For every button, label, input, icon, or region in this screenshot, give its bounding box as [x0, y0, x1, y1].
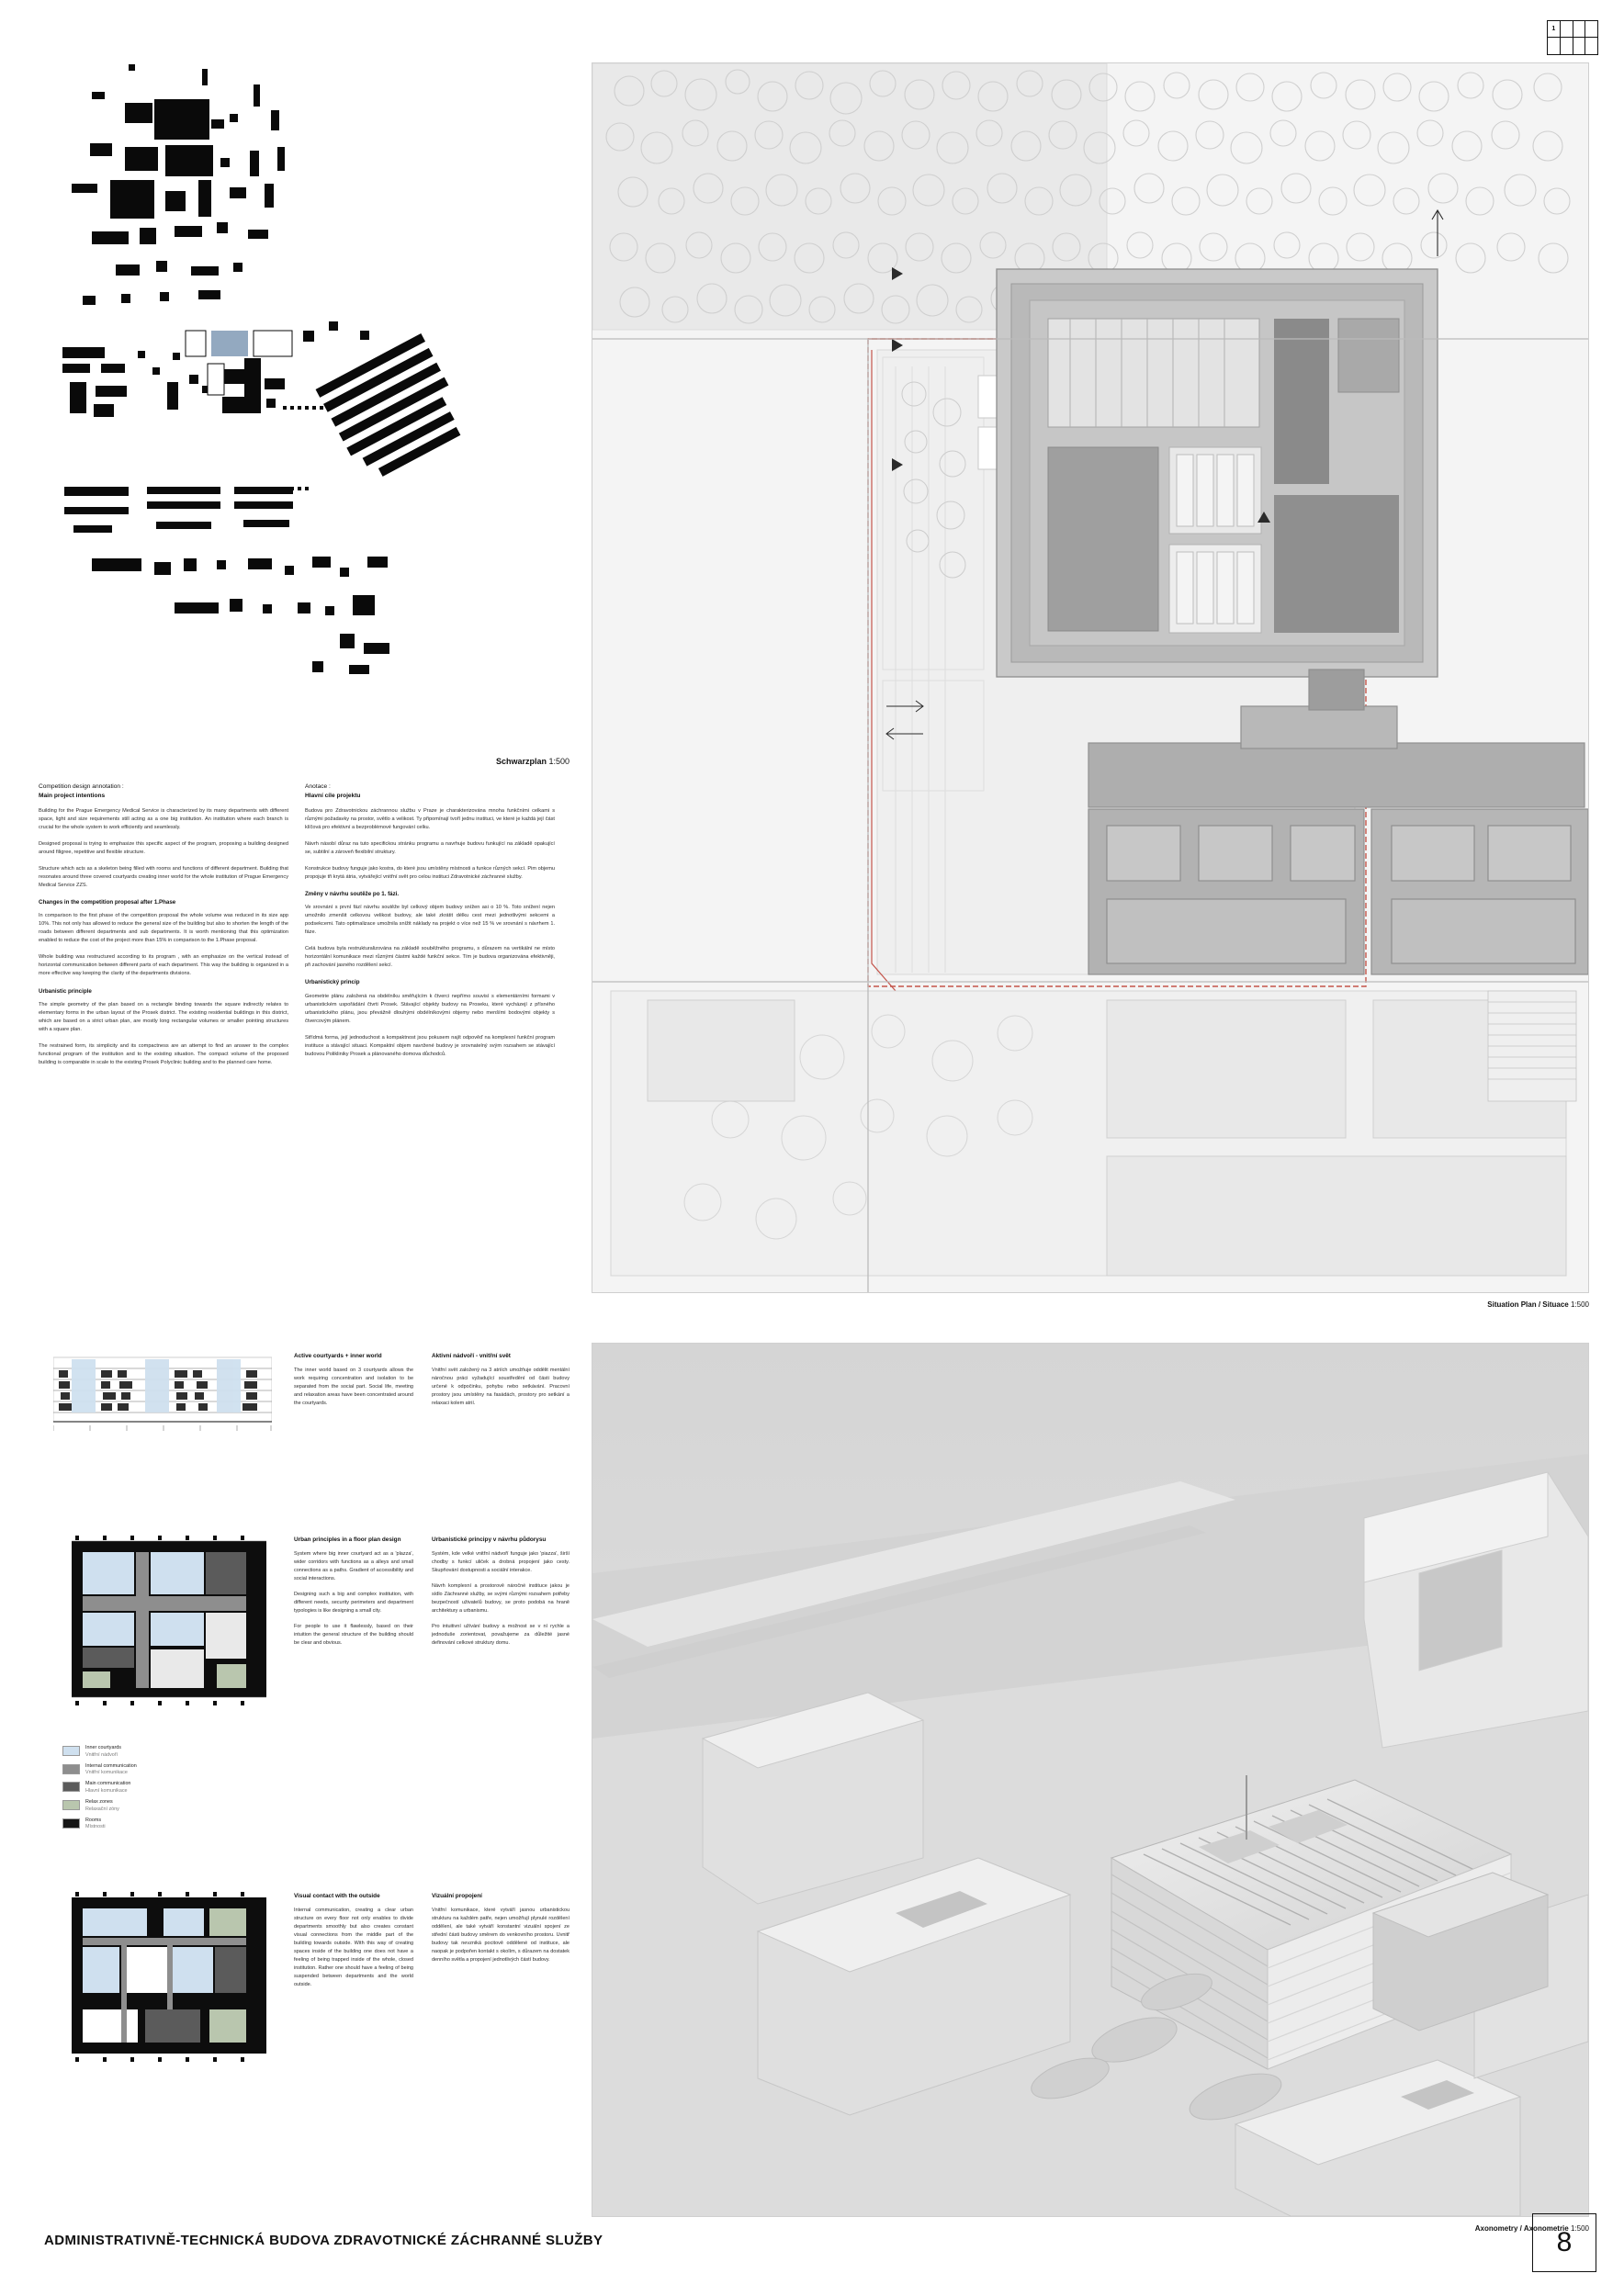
annotation-cz-changes-p2: Celá budova byla restrukturalizována na základě souběžného programu, s důrazem na vertikální ne místo horizontální komunikace mezi různými částmi každé funkční sekce. Tím je budova organizována efektivněji, při zachování jasného rozdělení sekcí. — [305, 946, 555, 969]
axonometry-caption-scale: 1:500 — [1570, 2224, 1589, 2233]
annotation-cz-changes-p1: Ve srovnání s první fází návrhu soutěže byl celkový objem budovy snížen asi o 10 %. Toto snížení nejen umožnilo zmenšit celkovou velikost budovy, ale také zkrátit délku cest mezi jednotlivými sekcemi a podsekcemi. Tato optimalizace umožnila snížit náklady na projekt o více než 15 % ve srovnání s návrhem 1. fáze. — [305, 905, 555, 936]
diagram-1-heading-en: Active courtyards + inner world — [294, 1353, 382, 1359]
diagram-1-text-en — [294, 1352, 413, 1415]
situation-caption-scale: 1:500 — [1570, 1300, 1589, 1309]
plan-legend — [62, 1745, 255, 1835]
legend-text — [85, 1763, 137, 1778]
annotation-cz-heading-1: Anotace : — [305, 783, 331, 790]
annotation-cz-changes-heading: Změny v návrhu soutěže po 1. fázi. — [305, 891, 400, 898]
diagram-3-text-cz — [432, 1892, 570, 1972]
annotation-cz-urban-heading: Urbanistický princip — [305, 979, 360, 986]
legend-item — [62, 1799, 255, 1814]
annotation-en-heading-2: Main project intentions — [39, 792, 106, 799]
annotation-text-block — [39, 782, 571, 1297]
sheet-index — [1547, 20, 1598, 55]
annotation-column-cz — [305, 782, 555, 1297]
diagram-2-body-en-1: System where big inner courtyard act as a 'plazza', wider corridors with functions as a alleys and small connections as a paths. Gradient of accessibility and social interactions. — [294, 1551, 413, 1582]
legend-item — [62, 1763, 255, 1778]
legend-item — [62, 1781, 255, 1795]
schwarzplan-caption-scale: 1:500 — [548, 757, 570, 766]
situation-plan — [592, 62, 1589, 1293]
sheet-index-cell — [1561, 38, 1573, 54]
legend-swatch-main-communication — [62, 1782, 80, 1792]
sheet-index-cell — [1561, 21, 1573, 38]
annotation-cz-urban-p1: Geometrie plánu založená na obdélníku směřujícím k čtverci nepřímo souvisí s elementárními formami v urbanistickém uspořádání čtvrti Prosek. Stávající objekty budovy na Proseku, které vycházejí z přísného urbanistického plánu, jsou převážně dlouhými obdélníkovými objemy nebo menšími bodovými objekty s čtvercovým plánem. — [305, 993, 555, 1024]
diagram-2-body-cz-3: Pro intuitivní užívání budovy a možnost se v ní rychle a jednoduše zorientovat, považujeme za důležité jasné definování celkové struktury domu. — [432, 1623, 570, 1646]
annotation-en-p1: Building for the Prague Emergency Medical Service is characterized by its many departments with different space, light and size requirements still acting as a one big institution. An institution where each branch is crucial for the whole system to work efficiently and seamlessly. — [39, 807, 288, 830]
sheet-index-cell — [1548, 38, 1561, 54]
footer-project-title: ADMINISTRATIVNĚ-TECHNICKÁ BUDOVA ZDRAVOTNICKÉ ZÁCHRANNÉ SLUŽBY — [44, 2233, 603, 2248]
sheet-index-cell — [1585, 21, 1597, 38]
diagram-2-text-cz — [432, 1536, 570, 1654]
annotation-cz-p3: Konstrukce budovy funguje jako kostra, do které jsou umístěny místnosti a funkce různých sekcí. Pim objemu propojuje tři krytá átria, vytvářející vnitřní svět pro celou instituci Zdravotnické záchranné služby. — [305, 866, 555, 881]
legend-sub-0: Vnitřní nádvoří — [85, 1751, 118, 1758]
legend-swatch-inner-courtyards — [62, 1746, 80, 1756]
annotation-en-changes-heading: Changes in the competition proposal after 1.Phase — [39, 899, 176, 906]
legend-sub-2: Hlavní komunikace — [85, 1788, 128, 1795]
legend-label-1: Internal communication — [85, 1762, 137, 1769]
diagram-2-body-cz-2: Návrh komplexní a prostorově náročné instituce jakou je sídlo Záchranné služby, se svými různými rozsahem potřeby bezpečností uživatelů budovy, se proto podobá na hraně architektury a urbanismu. — [432, 1583, 570, 1614]
legend-label-0: Inner courtyards — [85, 1745, 121, 1750]
page-number: 8 — [1556, 2227, 1573, 2257]
diagram-3-body-en: Internal communication, creating a clear urban structure on every floor not only enables to divide departments smoothly but also creates constant visual connections from the middle part of the building towards outside. With this way of creating spaces inside of the building one does not have a feeling of being trapped inside of the whole, closed institution. Rather one should have a feeling of being suspended between departments and the world outside. — [294, 1908, 413, 1987]
page-number-box — [1532, 2213, 1596, 2272]
diagram-3-heading-cz: Vizuální propojení — [432, 1893, 482, 1899]
diagram-2-text-en — [294, 1536, 413, 1654]
diagram-2-body-cz-1: Systém, kde velké vnitřní nádvoří funguje jako 'piazza', širší chodby s funkcí uliček a drobná propojení jako cesty. Skupňování dostupnosti a sociální interakce. — [432, 1551, 570, 1574]
annotation-cz-heading — [305, 782, 555, 801]
diagram-3-heading-en: Visual contact with the outside — [294, 1893, 380, 1899]
legend-label-3: Relax zones — [85, 1798, 113, 1805]
annotation-en-urban-heading: Urbanistic principle — [39, 987, 92, 995]
schwarzplan-caption-title: Schwarzplan — [495, 757, 547, 766]
annotation-cz-p2: Návrh násobí důraz na tuto specifickou stránku programu a navrhuje budovu funkující na základě opakující se, subtilní a zároveň flexibilní struktury. — [305, 840, 555, 855]
diagram-2-heading-cz: Urbanistické principy v návrhu půdorysu — [432, 1536, 547, 1543]
legend-text — [85, 1818, 106, 1832]
sheet-index-cell-active: 1 — [1548, 21, 1561, 38]
sheet-index-cell — [1573, 21, 1586, 38]
diagram-3-text-en — [294, 1892, 413, 1996]
annotation-en-urban-p2: The restrained form, its simplicity and its compactness are an attempt to find an answer to the complex functional program of the institution and to the existing situation. The compact volume of the proposed building is comparable in scale to the existing Prosek Polyclinic building and to the planned care home. — [39, 1042, 288, 1065]
diagram-1-body-cz: Vnitřní svět založený na 3 atriích umožňuje oddělit mentální náročnou práci vyžadující soustředění od části budovy určené k odpočinku, pohybu nebo setkávání. Pracovní prostory jsou umístěny na fasádách, prostory pro setkání a relaxaci kolem atrií. — [432, 1367, 570, 1406]
legend-text — [85, 1799, 119, 1814]
legend-item — [62, 1818, 255, 1832]
floor-plan-diagram-2 — [62, 1892, 274, 2063]
diagram-1-heading-cz: Aktivní nádvoří - vnitřní svět — [432, 1353, 511, 1359]
annotation-en-changes-p1: In comparison to the first phase of the competition proposal the whole volume was reduced in its size app 10%. This not only has allowed to reduce the general size of the building but also to shorten the length of the roads between different departments and sub departments. It is worth mentioning that this optimization enabled to reduce the cost of the project more than 15% in comparison to the 1.Phase proposal. — [39, 913, 288, 944]
annotation-cz-urban-p2: Střídmá forma, její jednoduchost a kompaktnost jsou pokusem najít odpověď na komplexní funkční program instituce a stávající situaci. Kompaktní objem navržené budovy je srovnatelný svým rozsahem se stávající budovou Polikliniky Prosek a plánovaného domova důchodců. — [305, 1034, 555, 1057]
legend-label-4: Rooms — [85, 1817, 102, 1823]
section-diagram — [53, 1352, 272, 1436]
schwarzplan-caption — [37, 757, 570, 766]
annotation-en-p2: Designed proposal is trying to emphasize this specific aspect of the program, proposing a building designed around filigree, repetitive and flexible structure. — [39, 840, 288, 855]
schwarzplan-figure-ground — [37, 55, 570, 753]
sheet-index-cell — [1573, 38, 1586, 54]
annotation-en-heading-1: Competition design annotation : — [39, 783, 124, 790]
legend-sub-3: Relaxační zóny — [85, 1806, 119, 1812]
axonometry-caption-title: Axonometry / Axonometrie — [1474, 2224, 1569, 2233]
diagram-2-body-en-3: For people to use it flawlessly, based on their intuition the general structure of the building should be clear and obvious. — [294, 1623, 413, 1646]
annotation-column-en — [39, 782, 288, 1297]
diagram-2-heading-en: Urban principles in a floor plan design — [294, 1536, 401, 1543]
annotation-en-p3: Structure which acts as a skeleton being filled with rooms and functions of different department. Building that resonates around three covered courtyards creating inner world for the whole institution of Prague Emergency Medical Service ZZS. — [39, 866, 288, 889]
legend-sub-1: Vnitřní komunikace — [85, 1770, 128, 1776]
annotation-en-heading — [39, 782, 288, 801]
sheet-index-cell — [1585, 38, 1597, 54]
diagram-3-body-cz: Vnitřní komunikace, které vytváří jasnou urbanistickou strukturu na každém patře, nejen umožňují plynulé rozdělení oddělení, ale také vytváří konstantní vizuální spojení ze střední části budovy směrem do venkovního prostoru. Uvnitř budovy tak nevzniká pocitově oddělené od instituce, ale naopak je podpořen kontakt s okolím, s důrazem na dostatek denního světla a propojení jednotlivých částí budovy. — [432, 1908, 570, 1963]
situation-caption-title: Situation Plan / Situace — [1487, 1300, 1569, 1309]
annotation-cz-p1: Budova pro Zdravotnickou záchrannou službu v Praze je charakterizována mnoha funkčními celkami s různými požadavky na prostor, světlo a velikost. Ty připomínají tvoří jednu instituci, ve které je každá její část klíčová pro efektivní a bezproblémové fungování celku. — [305, 807, 555, 830]
legend-sub-4: Místnosti — [85, 1824, 106, 1830]
legend-label-2: Main communication — [85, 1781, 131, 1787]
situation-caption — [1487, 1300, 1589, 1309]
annotation-en-urban-p1: The simple geometry of the plan based on a rectangle binding towards the square indirectly relates to elementary forms in the urban layout of the Prosek district. The existing residential buildings in this district, which are based on a strict urban plan, are mostly long rectangular volumes or smaller pointing structures with a square plan. — [39, 1001, 288, 1032]
axonometry-render — [592, 1343, 1589, 2217]
diagram-1-body-en: The inner world based on 3 courtyards allows the work requiring concentration and isolation to be separated from the social part. Social life, meeting and relaxation areas have been concentrated around the courtyards. — [294, 1367, 413, 1406]
legend-text — [85, 1781, 130, 1795]
legend-swatch-rooms — [62, 1818, 80, 1829]
legend-swatch-relax-zones — [62, 1800, 80, 1810]
floor-plan-diagram-1 — [62, 1536, 274, 1706]
annotation-cz-heading-2: Hlavní cíle projektu — [305, 792, 361, 799]
legend-text — [85, 1745, 121, 1760]
situation-plan-drawing — [592, 63, 1588, 1292]
diagram-2-body-en-2: Designing such a big and complex institution, with different needs, security perimeters and department typologies is like designing a small city. — [294, 1592, 413, 1614]
legend-swatch-internal-communication — [62, 1764, 80, 1774]
diagram-1-text-cz — [432, 1352, 570, 1415]
legend-item — [62, 1745, 255, 1760]
annotation-en-changes-p2: Whole building was restructured according to its program , with an emphasize on the vertical instead of horizontal communication between different parts of each department. This way the building is organized in a more effective way keeping the clarity of the departments divisions. — [39, 954, 288, 977]
